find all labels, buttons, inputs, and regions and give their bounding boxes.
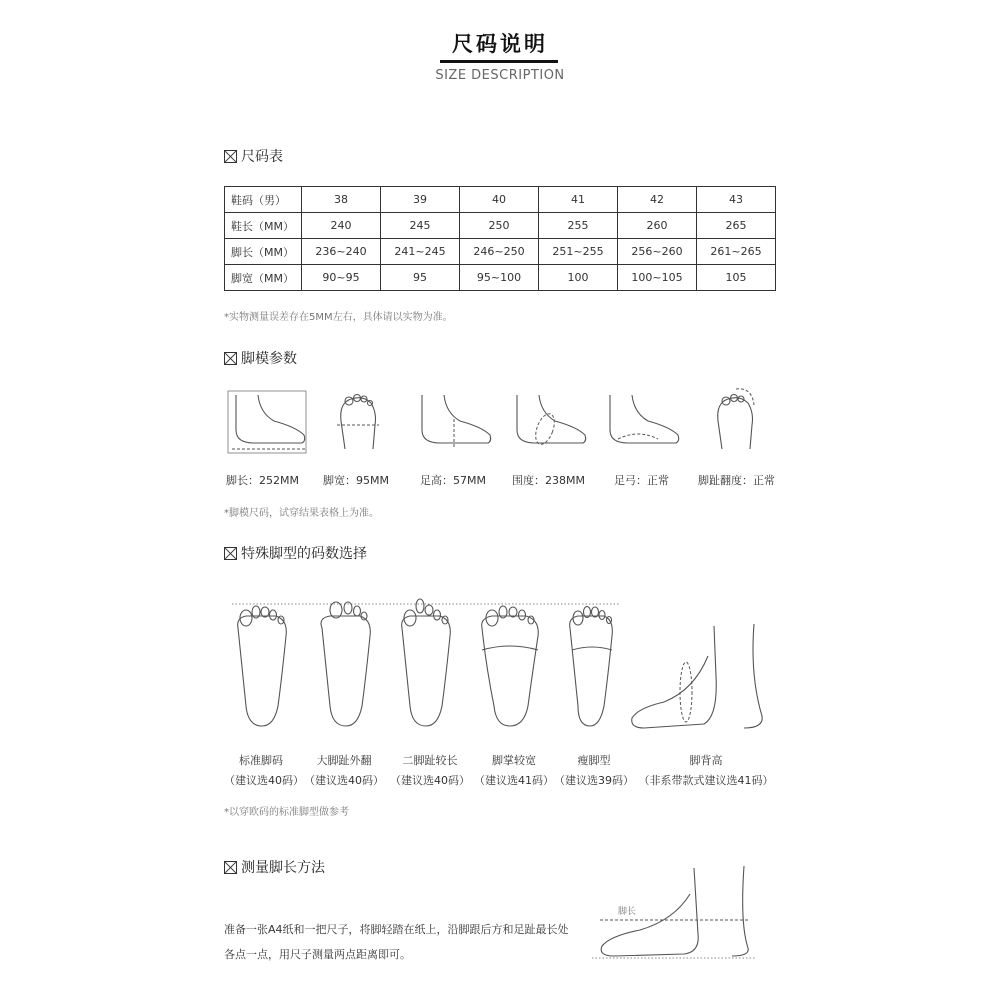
foot-length-diagram-label: 脚长 <box>618 907 637 917</box>
table-row <box>225 187 776 213</box>
checkbox-icon <box>224 547 237 560</box>
standard-foot-name: 标准脚码 <box>239 754 283 767</box>
table-cell: 95~100 <box>460 265 539 291</box>
bunion-foot-advice: （建议选40码） <box>304 774 384 787</box>
bunion-foot-name: 大脚趾外翻 <box>316 754 372 767</box>
checkbox-icon <box>224 150 237 163</box>
table-cell: 90~95 <box>302 265 381 291</box>
wide-forefoot-icon <box>482 606 539 726</box>
size-table-heading <box>224 146 283 166</box>
page-subtitle: SIZE DESCRIPTION <box>435 68 565 83</box>
foot-length-label: 脚长：252MM <box>226 474 299 487</box>
measure-illustration <box>584 864 764 964</box>
table-cell: 250 <box>460 213 539 239</box>
foot-arch-label: 足弓：正常 <box>614 474 669 487</box>
table-cell: 260 <box>618 213 697 239</box>
foot-measure-icon <box>592 866 756 958</box>
checkbox-icon <box>224 861 237 874</box>
table-cell: 100 <box>539 265 618 291</box>
table-row <box>225 239 776 265</box>
foot-arch-icon <box>610 395 679 443</box>
table-cell: 261~265 <box>697 239 776 265</box>
table-cell: 39 <box>381 187 460 213</box>
special-feet-note: *以穿欧码的标准脚型做参考 <box>224 807 349 818</box>
row-header: 脚宽（MM） <box>225 265 302 291</box>
measure-instructions: 准备一张A4纸和一把尺子，将脚轻踏在纸上，沿脚跟后方和足趾最长处各点一点，用尺子测量两点距离即可。 <box>224 923 569 961</box>
table-cell: 246~250 <box>460 239 539 265</box>
standard-foot-advice: （建议选40码） <box>224 774 304 787</box>
foot-model-heading-text: 脚模参数 <box>241 351 297 367</box>
foot-front-width-icon <box>337 395 379 450</box>
measure-heading-text: 测量脚长方法 <box>241 860 325 876</box>
measure-heading <box>224 857 325 877</box>
size-table <box>224 186 776 291</box>
table-cell: 251~255 <box>539 239 618 265</box>
foot-girth-label: 围度：238MM <box>512 474 585 487</box>
long-second-toe-name: 二脚趾较长 <box>402 754 458 767</box>
table-cell: 38 <box>302 187 381 213</box>
table-cell: 245 <box>381 213 460 239</box>
special-feet-heading <box>224 543 367 563</box>
table-cell: 42 <box>618 187 697 213</box>
toe-flex-icon <box>718 389 754 449</box>
page-title: 尺码说明 <box>452 32 548 56</box>
table-cell: 241~245 <box>381 239 460 265</box>
table-cell: 43 <box>697 187 776 213</box>
bunion-foot-icon <box>321 602 370 726</box>
long-second-toe-foot-icon <box>402 599 451 726</box>
high-instep-advice: （非系带款式建议选41码） <box>638 774 774 787</box>
thin-foot-advice: （建议选39码） <box>554 774 634 787</box>
special-feet-illustrations <box>224 596 784 736</box>
high-instep-foot-icon <box>632 624 762 728</box>
thin-foot-icon <box>570 607 613 727</box>
table-row <box>225 213 776 239</box>
row-header: 鞋长（MM） <box>225 213 302 239</box>
table-cell: 41 <box>539 187 618 213</box>
foot-model-heading <box>224 348 297 368</box>
table-cell: 256~260 <box>618 239 697 265</box>
foot-width-label: 脚宽：95MM <box>323 474 389 487</box>
size-table-heading-text: 尺码表 <box>241 149 283 165</box>
foot-side-length-icon <box>228 391 306 453</box>
table-cell: 265 <box>697 213 776 239</box>
wide-forefoot-name: 脚掌较宽 <box>492 754 536 767</box>
high-instep-name: 脚背高 <box>689 754 723 767</box>
table-cell: 240 <box>302 213 381 239</box>
special-feet-heading-text: 特殊脚型的码数选择 <box>241 546 367 562</box>
long-second-toe-advice: （建议选40码） <box>390 774 470 787</box>
toe-flex-label: 脚趾翻度：正常 <box>698 474 775 487</box>
row-header: 脚长（MM） <box>225 239 302 265</box>
table-cell: 236~240 <box>302 239 381 265</box>
thin-foot-name: 瘦脚型 <box>577 754 611 767</box>
foot-height-label: 足高：57MM <box>420 474 486 487</box>
foot-model-illustrations <box>224 385 794 460</box>
table-cell: 95 <box>381 265 460 291</box>
table-row <box>225 265 776 291</box>
table-cell: 100~105 <box>618 265 697 291</box>
foot-model-note: *脚模尺码，试穿结果表格上为准。 <box>224 508 379 519</box>
table-cell: 105 <box>697 265 776 291</box>
standard-foot-icon <box>238 606 287 726</box>
foot-girth-icon <box>517 395 586 447</box>
size-table-note: *实物测量误差存在5MM左右，具体请以实物为准。 <box>224 312 453 323</box>
title-underline <box>440 60 558 63</box>
wide-forefoot-advice: （建议选41码） <box>474 774 554 787</box>
foot-side-height-icon <box>422 395 491 447</box>
table-cell: 40 <box>460 187 539 213</box>
table-cell: 255 <box>539 213 618 239</box>
checkbox-icon <box>224 352 237 365</box>
row-header: 鞋码（男） <box>225 187 302 213</box>
